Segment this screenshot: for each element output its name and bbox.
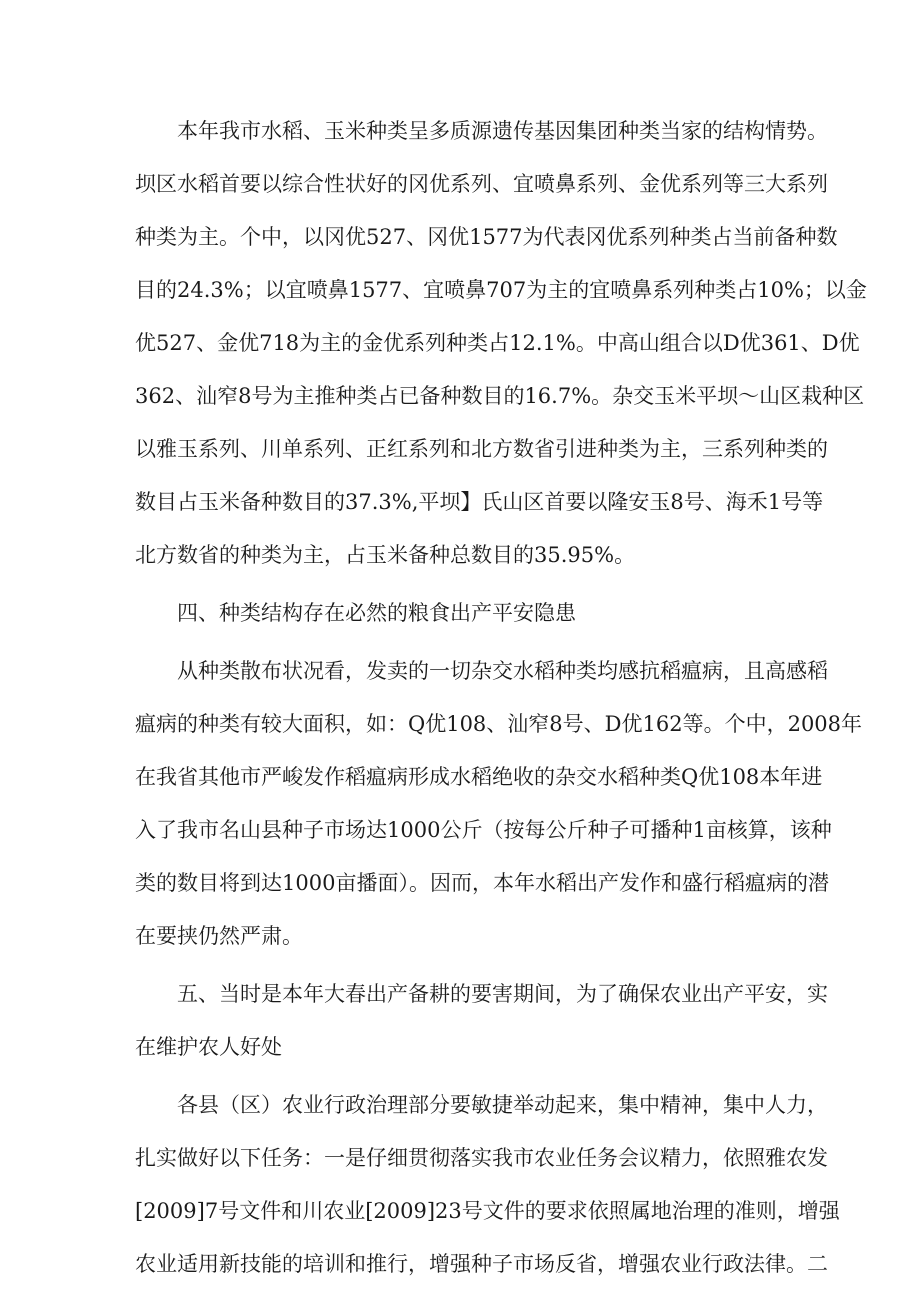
text-line: 扎实做好以下任务：一是仔细贯彻落实我市农业任务会议精力，依照雅农发	[135, 1146, 828, 1170]
text-line: 以雅玉系列、川单系列、正红系列和北方数省引进种类为主，三系列种类的	[135, 437, 828, 461]
text-line: 目的24.3%；以宜喷鼻1577、宜喷鼻707为主的宜喷鼻系列种类占10%；以金	[135, 278, 867, 302]
text-line: 优527、金优718为主的金优系列种类占12.1%。中高山组合以D优361、D优	[135, 331, 860, 355]
section-heading: 在维护农人好处	[135, 1035, 282, 1059]
section-heading: 四、种类结构存在必然的粮食出产平安隐患	[177, 601, 576, 625]
text-line: 在我省其他市严峻发作稻瘟病形成水稻绝收的杂交水稻种类Q优108本年进	[135, 765, 823, 789]
text-line: 北方数省的种类为主，占玉米备种总数目的35.95%。	[135, 543, 636, 567]
text-line: [2009]7号文件和川农业[2009]23号文件的要求依照属地治理的准则，增强	[135, 1199, 840, 1223]
text-line: 数目占玉米备种数目的37.3%,平坝】氏山区首要以隆安玉8号、海禾1号等	[135, 490, 824, 514]
section-heading: 五、当时是本年大春出产备耕的要害期间，为了确保农业出产平安，实	[177, 982, 828, 1006]
text-line: 入了我市名山县种子市场达1000公斤（按每公斤种子可播种1亩核算，该种	[135, 818, 832, 842]
text-line: 各县（区）农业行政治理部分要敏捷举动起来，集中精神，集中人力，	[177, 1093, 828, 1117]
text-line: 种类为主。个中，以冈优527、冈优1577为代表冈优系列种类占当前备种数	[135, 225, 838, 249]
text-line: 瘟病的种类有较大面积，如：Q优108、汕窄8号、D优162等。个中，2008年	[135, 712, 863, 736]
text-line: 362、汕窄8号为主推种类占已备种数目的16.7%。杂交玉米平坝～山区栽种区	[135, 384, 865, 408]
text-line: 本年我市水稻、玉米种类呈多质源遗传基因集团种类当家的结构情势。	[177, 119, 828, 143]
text-line: 在要挟仍然严肃。	[135, 924, 303, 948]
text-line: 从种类散布状况看，发卖的一切杂交水稻种类均感抗稻瘟病，且高感稻	[177, 659, 828, 683]
text-line: 农业适用新技能的培训和推行，增强种子市场反省，增强农业行政法律。二	[135, 1252, 828, 1276]
text-line: 类的数目将到达1000亩播面）。因而，本年水稻出产发作和盛行稻瘟病的潜	[135, 871, 829, 895]
text-line: 坝区水稻首要以综合性状好的冈优系列、宜喷鼻系列、金优系列等三大系列	[135, 172, 828, 196]
